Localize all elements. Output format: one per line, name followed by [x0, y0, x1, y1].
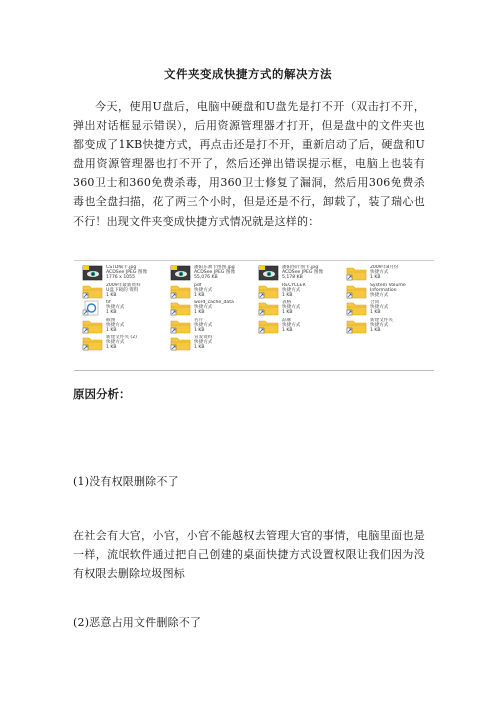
file-label-line3: 5,178 KB — [282, 275, 303, 281]
file-label-line3: 1 KB — [282, 292, 293, 298]
file-label-line1: System Volume — [370, 282, 406, 288]
file-label-line1: tif — [106, 300, 111, 305]
file-label-line2: ACDSee JPEG 图像 — [106, 270, 148, 276]
file-item — [82, 283, 168, 300]
file-label-line1: 2009年8月份 — [370, 265, 399, 270]
file-label-line3: 1 KB — [370, 310, 381, 316]
file-label-line2: 快捷方式 — [282, 305, 301, 311]
folder-shortcut-icon — [82, 283, 103, 299]
file-label-line1: word_cache_data — [194, 300, 234, 305]
file-label-line2: 快捷方式 — [106, 322, 125, 328]
file-label-line1: 表格 — [282, 300, 292, 305]
file-label-line3: 1 KB — [194, 292, 205, 298]
file-label-line3: 1 KB — [106, 327, 117, 333]
folder-shortcut-icon — [82, 335, 103, 351]
explorer-screenshot — [74, 260, 434, 371]
file-label — [194, 283, 212, 299]
image-file-icon — [258, 265, 279, 281]
file-item — [258, 265, 344, 282]
file-label-line3: 1 KB — [194, 327, 205, 333]
file-label-line2: 快捷方式 — [282, 322, 301, 328]
file-label-line1: 品牌 — [282, 317, 292, 323]
file-label-line2: ACDSee JPEG 图像 — [282, 270, 324, 276]
file-label-line3: 1 KB — [370, 327, 381, 333]
file-label-line1: 潘阳图片图卡.jpg — [282, 265, 319, 270]
file-label-line3: 1 KB — [106, 292, 117, 298]
section-heading: 原因分析： — [73, 387, 131, 401]
file-label — [194, 265, 235, 281]
file-label-line2: 快捷方式 — [370, 305, 389, 311]
file-grid — [82, 265, 434, 370]
file-label-line1: 潘阳东教卡图图.jpg — [194, 265, 235, 270]
file-label — [194, 318, 212, 334]
file-item — [258, 283, 344, 300]
file-item — [82, 300, 168, 317]
file-item — [258, 318, 344, 335]
image-file-icon — [170, 265, 191, 281]
folder-shortcut-icon — [170, 335, 191, 351]
file-label-line3: 快捷方式 — [370, 292, 389, 298]
file-label-line1: 新建文件夹 — [370, 317, 393, 323]
file-label-line2: 快捷方式 — [106, 305, 125, 311]
file-label-line2: 快捷方式 — [370, 270, 389, 276]
file-label-line3: 1 KB — [106, 310, 117, 316]
ie-shortcut-icon — [82, 300, 103, 316]
file-label-line2: 快捷方式 — [194, 340, 213, 346]
file-label — [282, 265, 323, 281]
file-label-line1: 名片 — [194, 317, 204, 323]
file-label-line1: 新建文件夹 (2) — [106, 335, 137, 340]
document-title: 文件夹变成快捷方式的解决方法 — [164, 67, 332, 81]
folder-shortcut-icon — [346, 300, 367, 316]
file-item — [170, 318, 256, 335]
folder-shortcut-icon — [170, 318, 191, 334]
file-label — [194, 335, 212, 351]
file-label-line3: 1 KB — [370, 275, 381, 281]
file-label-line2: Information — [370, 287, 397, 293]
file-item — [170, 300, 256, 317]
file-label-line2: ACDSee JPEG 图像 — [194, 270, 236, 276]
file-label — [194, 300, 234, 316]
file-label-line3: 1 KB — [194, 345, 205, 351]
file-label-line2: 快捷方式 — [282, 287, 301, 293]
folder-shortcut-icon — [170, 283, 191, 299]
file-label-line1: 2009年最新资料 — [106, 282, 141, 288]
file-label-line3: 1 KB — [194, 310, 205, 316]
file-item — [346, 283, 432, 300]
file-label-line3: 1 KB — [106, 345, 117, 351]
folder-shortcut-icon — [258, 318, 279, 334]
file-label — [282, 318, 300, 334]
image-file-icon — [82, 265, 103, 281]
folder-shortcut-icon — [170, 300, 191, 316]
file-label-line1: 合同 — [370, 300, 380, 305]
file-label — [106, 265, 147, 281]
file-label-line3: 1 KB — [282, 327, 293, 333]
file-label-line1: CSTD编卡.jpg — [106, 265, 137, 270]
file-label — [282, 300, 300, 316]
file-item — [346, 318, 432, 335]
file-label-line2: U盘下载的 资料 — [106, 287, 139, 293]
file-label-line1: 截图 — [106, 317, 116, 323]
folder-shortcut-icon — [258, 300, 279, 316]
file-label-line2: 快捷方式 — [106, 340, 125, 346]
file-label-line2: 快捷方式 — [194, 322, 213, 328]
point-2-heading: (2)恶意占用文件删除不了 — [73, 616, 202, 629]
folder-shortcut-icon — [346, 265, 367, 281]
file-label — [282, 283, 306, 299]
file-label — [106, 335, 137, 351]
file-label-line1: 宣发资料 — [194, 335, 213, 340]
file-label-line3: 1 KB — [282, 310, 293, 316]
folder-shortcut-icon — [82, 318, 103, 334]
folder-shortcut-icon — [258, 283, 279, 299]
file-label-line2: 快捷方式 — [194, 287, 213, 293]
file-label-line2: 快捷方式 — [370, 322, 389, 328]
file-label-line1: RECYCLER — [282, 282, 306, 288]
file-item — [82, 335, 168, 352]
file-item — [170, 265, 256, 282]
folder-shortcut-icon — [346, 283, 367, 299]
folder-shortcut-icon — [346, 318, 367, 334]
file-item — [258, 300, 344, 317]
file-label-line3: 55,076 KB — [194, 275, 218, 281]
file-label — [370, 300, 388, 316]
file-item — [346, 300, 432, 317]
file-label-line1: pdf — [194, 282, 202, 288]
point-1-text: 在社会有大官，小官，小官不能越权去管理大官的事情，电脑里面也是一样，流氓软件通过把自己创建的桌面快捷方式设置权限让我们因为没有权限去删除垃圾图标 — [73, 529, 425, 581]
file-label — [106, 300, 124, 316]
file-label — [370, 318, 393, 334]
file-item — [82, 318, 168, 335]
file-item — [170, 283, 256, 300]
intro-paragraph: 今天，使用U盘后，电脑中硬盘和U盘先是打不开（双击打不开，弹出对话框显示错误），后用资源管理器才打开，但是盘中的文件夹也都变成了1KB快捷方式，再点击还是打不开，重新启动了后，硬盘和U盘用资源管理器也打不开了，然后还弹出错误提示框，电脑上也装有360卫士和360免费杀毒，用360卫士修复了漏洞，然后用306免费杀毒也全盘扫描，花了两三个小时，但是还是不行，卸载了，装了瑞心也不行！出现文件夹变成快捷方式情况就是这样的： — [73, 100, 425, 228]
file-item — [82, 265, 168, 282]
file-label-line2: 快捷方式 — [194, 305, 213, 311]
file-label-line3: 1776 x 1055 — [106, 275, 136, 281]
file-label — [106, 318, 124, 334]
file-label — [106, 283, 141, 299]
file-item — [346, 265, 432, 282]
file-label — [370, 283, 406, 299]
file-label — [370, 265, 398, 281]
point-1-heading: (1)没有权限删除不了 — [73, 475, 179, 488]
file-item — [170, 335, 256, 352]
